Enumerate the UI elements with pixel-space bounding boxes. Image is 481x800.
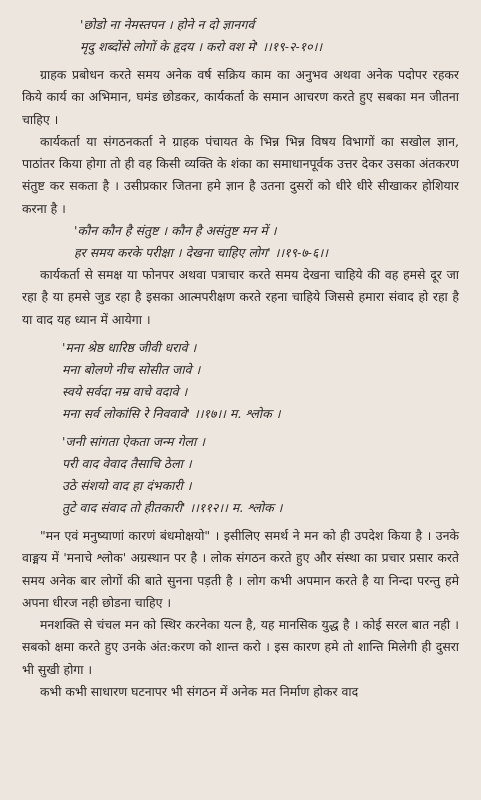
verse-line: 'छोडो ना नेमस्तपन । होने न दो ज्ञानगर्व bbox=[80, 17, 255, 32]
verse-quote-1 bbox=[22, 14, 459, 58]
paragraph-1: ग्राहक प्रबोधन करते समय अनेक वर्ष सक्रिय काम का अनुभव अथवा अनेक पदोपर रहकर किये कार्य का अभिमान, घमंड छोडकर, कार्यकर्ता के समान आचरण करते हुए सबका मन जीतना चाहिए । bbox=[22, 67, 459, 127]
verse-quote-2 bbox=[22, 220, 459, 264]
paragraph-2: कार्यकर्ता या संगठनकर्ता ने ग्राहक पंचायत के भिन्न भिन्न विषय विभागों का सखोल ज्ञान, पाठांतर किया होगा तो ही वह किसी व्यक्ति के शंका का समाधानपूर्वक उत्तर देकर उसका अंतकरण संतुष्ट कर सकता है । उसीप्रकार जितना हमे ज्ञान है उतना दुसरों को धीरे धीरे सीखाकर होशियार करना है । bbox=[22, 133, 459, 216]
paragraph-6: कभी कभी साधारण घटनापर भी संगठन में अनेक मत निर्माण होकर वाद bbox=[40, 684, 359, 700]
verse-line: 'कौन कौन है संतुष्ट । कौन है असंतुष्ट मन में । bbox=[74, 223, 277, 239]
verse-quote-4 bbox=[22, 431, 459, 519]
paragraph-5: मनशक्ति से चंचल मन को स्थिर करनेका यत्न है, यह मानसिक युद्ध है । कोई सरल बात नही । सबको क्षमा करते हुए उनके अंत:करण को शान्त करो । इस कारण हमे तो शान्ति मिलेगी ही दुसरा भी सुखी होगा । bbox=[22, 617, 459, 677]
verse-line: परी वाद वेवाद तैसाचि ठेला । bbox=[62, 455, 192, 471]
verse-line: 'मना श्रेष्ठ धारिष्ठ जीवी धरावे । bbox=[62, 339, 197, 355]
verse-line: मना बोलणे नीच सोसीत जावे । bbox=[62, 361, 201, 377]
verse-line: तुटे वाद संवाद तो हीतकारी' ।।११२।। म. श्लोक । bbox=[62, 499, 283, 515]
verse-line: मृदु शब्दोंसे लोगों के हृदय । करो वश मे' ।।१९-२-१०।। bbox=[80, 39, 323, 54]
verse-line: स्वये सर्वदा नम्र वाचे वदावे । bbox=[62, 383, 188, 399]
verse-line: उठे संशयो वाद हा दंभकारी । bbox=[62, 477, 192, 493]
verse-line: हर समय करके परीक्षा । देखना चाहिए लोग' ।।१९-७-६।। bbox=[74, 245, 328, 261]
verse-quote-3 bbox=[22, 337, 459, 425]
verse-line: मना सर्व लोकांसि रे निववावे' ।।१७।। म. श्लोक । bbox=[62, 405, 281, 421]
paragraph-4: "मन एवं मनुष्याणां कारणं बंधमोक्षयो" । इसीलिए समर्थ ने मन को ही उपदेश किया है । उनके वाङ्मय में 'मनाचे श्लोक' अग्रस्थान पर है । लोक संगठन करते हुए और संस्था का प्रचार प्रसार करते समय अनेक बार लोगों की बाते सुनना पड़ती है । लोग कभी अपमान करते है या निन्दा परन्तु हमे अपना धीरज नही छोडना चाहिए । bbox=[22, 527, 459, 610]
paragraph-3: कार्यकर्ता से समक्ष या फोनपर अथवा पत्राचार करते समय देखना चाहिये की वह हमसे दूर जा रहा है या हमसे जुड रहा है इसका आत्मपरीक्षण करते रहना चाहिये जिससे हमारा संवाद हो रहा है या वाद यह ध्यान में आयेगा । bbox=[22, 267, 459, 327]
verse-line: 'जनी सांगता ऐकता जन्म गेला । bbox=[62, 433, 205, 449]
